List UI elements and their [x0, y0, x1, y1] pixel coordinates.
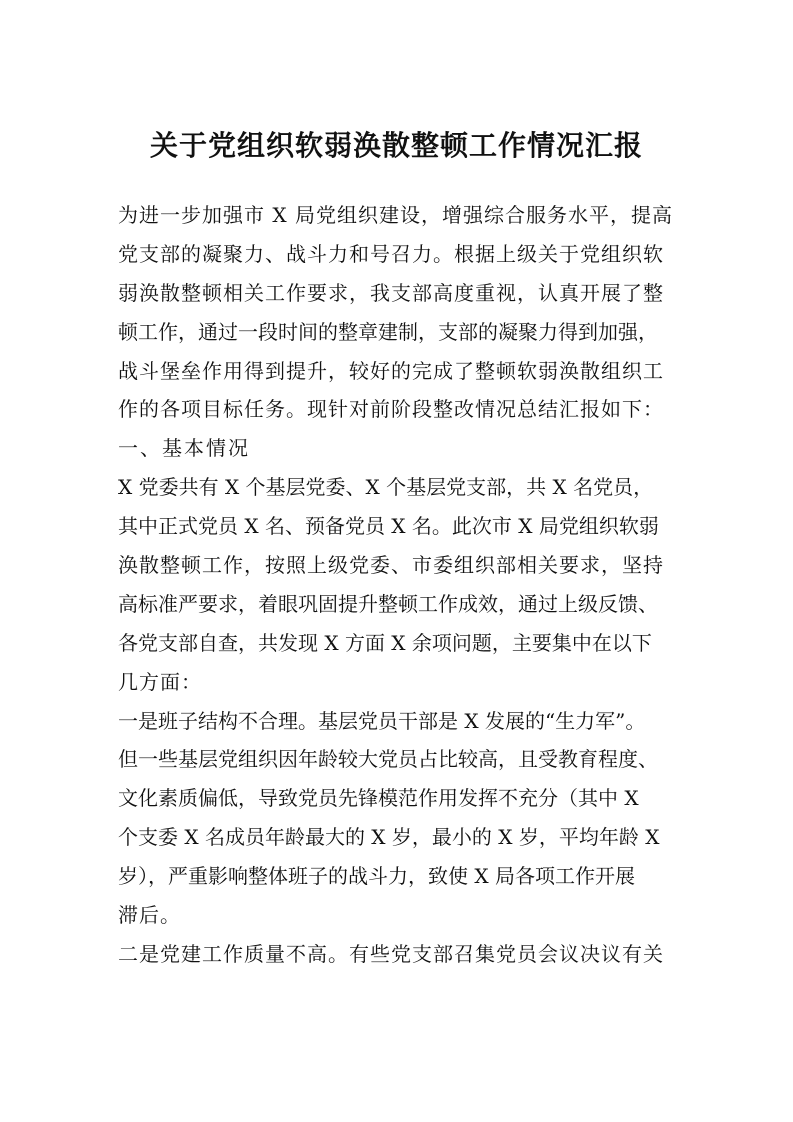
body-line-3: 弱涣散整顿相关工作要求，我支部高度重视，认真开展了整 [118, 280, 664, 305]
body-line-1: 为进一步加强市 X 局党组织建设，增强综合服务水平，提高 [118, 203, 673, 227]
body-line-12: 各党支部自查，共发现 X 方面 X 余项问题，主要集中在以下 [118, 630, 652, 655]
document-body [118, 196, 684, 974]
document-title: 关于党组织软弱涣散整顿工作情况汇报 [149, 129, 643, 162]
body-line-15: 但一些基层党组织因年龄较大党员占比较高，且受教育程度、 [118, 747, 658, 772]
body-line-13: 几方面： [118, 669, 202, 694]
body-line-8: X 党委共有 X 个基层党委、X 个基层党支部，共 X 名党员， [118, 475, 654, 500]
body-line-11: 高标准严要求，着眼巩固提升整顿工作成效，通过上级反馈、 [118, 591, 658, 616]
body-line-14: 一是班子结构不合理。基层党员干部是 X 发展的“生力军”。 [118, 708, 646, 733]
section-heading-basic: 一、基本情况 [118, 436, 250, 461]
body-line-2: 党支部的凝聚力、战斗力和号召力。根据上级关于党组织软 [118, 241, 664, 266]
body-line-9: 其中正式党员 X 名、预备党员 X 名。此次市 X 局党组织软弱 [118, 514, 659, 539]
body-line-18: 岁），严重影响整体班子的战斗力，致使 X 局各项工作开展 [118, 864, 635, 889]
body-line-16: 文化素质偏低，导致党员先锋模范作用发挥不充分（其中 X [118, 786, 639, 811]
body-line-5: 战斗堡垒作用得到提升，较好的完成了整顿软弱涣散组织工 [118, 358, 664, 383]
body-line-4: 顿工作，通过一段时间的整章建制，支部的凝聚力得到加强， [118, 319, 658, 344]
body-line-19: 滞后。 [118, 903, 181, 928]
body-line-6: 作的各项目标任务。现针对前阶段整改情况总结汇报如下： [118, 397, 664, 422]
body-line-10: 涣散整顿工作，按照上级党委、市委组织部相关要求，坚持 [118, 553, 664, 578]
body-line-17: 个支委 X 名成员年龄最大的 X 岁，最小的 X 岁，平均年龄 X [118, 825, 660, 850]
body-line-20: 二是党建工作质量不高。有些党支部召集党员会议决议有关 [118, 941, 664, 966]
